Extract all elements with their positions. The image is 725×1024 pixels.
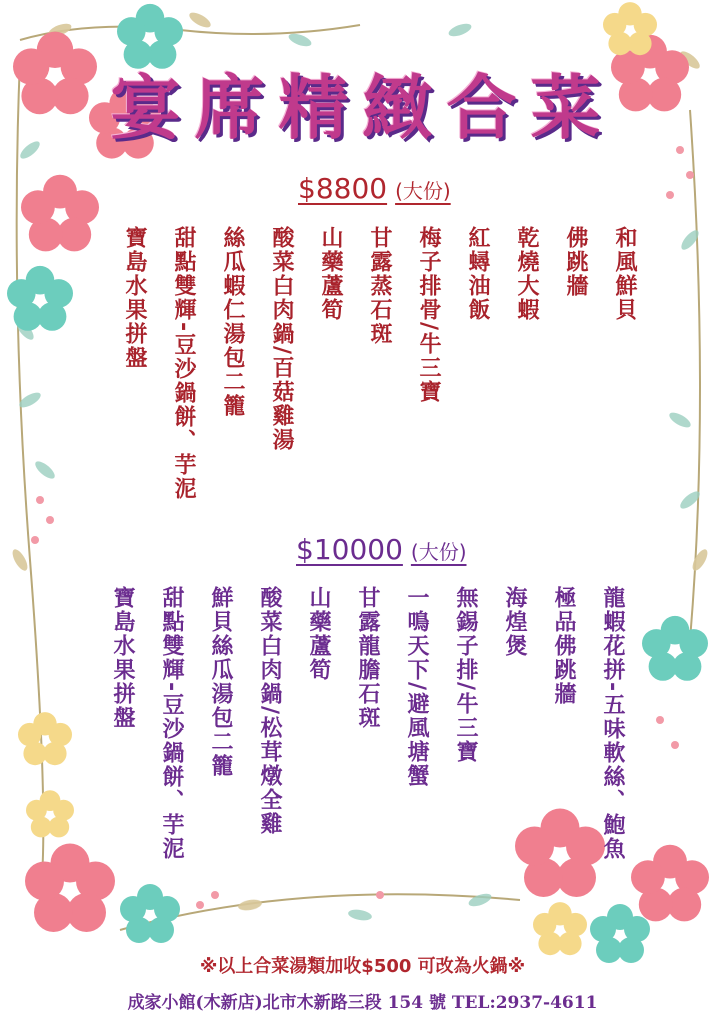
- price-size: (大份): [410, 540, 467, 564]
- dish-item: 無錫子排/牛三寶: [453, 586, 478, 765]
- dish-item: 極品佛跳牆: [551, 586, 576, 706]
- restaurant-address: 成家小館(木新店)北市木新路三段 154 號 TEL:2937-4611: [127, 993, 598, 1013]
- price-size: (大份): [395, 179, 451, 203]
- dish-item: 甘露蒸石斑: [367, 226, 392, 346]
- dish-item: 寶島水果拼盤: [122, 226, 147, 370]
- price-value: $8800: [298, 172, 388, 205]
- dish-item: 海煌煲: [502, 586, 527, 658]
- dish-item: 寶島水果拼盤: [110, 586, 135, 730]
- dish-item: 乾燒大蝦: [514, 226, 539, 322]
- price-value: $10000: [296, 533, 403, 566]
- dish-item: 酸菜白肉鍋/百菇雞湯: [269, 226, 294, 453]
- hotpot-note: ※以上合菜湯類加收$500 可改為火鍋※: [199, 956, 526, 977]
- dish-item: 佛跳牆: [563, 226, 588, 298]
- dish-item: 紅蟳油飯: [465, 226, 490, 322]
- menu-title: 宴席精緻合菜: [110, 66, 615, 149]
- price-8800: [298, 172, 451, 205]
- dish-item: 梅子排骨/牛三寶: [416, 226, 441, 405]
- dish-item: 山藥蘆筍: [306, 586, 331, 682]
- dish-item: 山藥蘆筍: [318, 226, 343, 322]
- dish-item: 酸菜白肉鍋/松茸燉全雞: [257, 586, 282, 837]
- dish-item: 和風鮮貝: [612, 226, 637, 322]
- dish-item: 鮮貝絲瓜湯包二籠: [208, 586, 233, 778]
- dish-item: 絲瓜蝦仁湯包二籠: [220, 226, 245, 418]
- dish-item: 甜點雙輝-豆沙鍋餅、芋泥: [171, 226, 196, 502]
- dish-item: 甜點雙輝-豆沙鍋餅、芋泥: [159, 586, 184, 862]
- dish-item: 一鳴天下/避風塘蟹: [404, 586, 429, 789]
- dish-item: 龍蝦花拼-五味軟絲、鮑魚: [600, 586, 625, 862]
- price-10000: [296, 533, 467, 566]
- dish-item: 甘露龍膽石斑: [355, 586, 380, 730]
